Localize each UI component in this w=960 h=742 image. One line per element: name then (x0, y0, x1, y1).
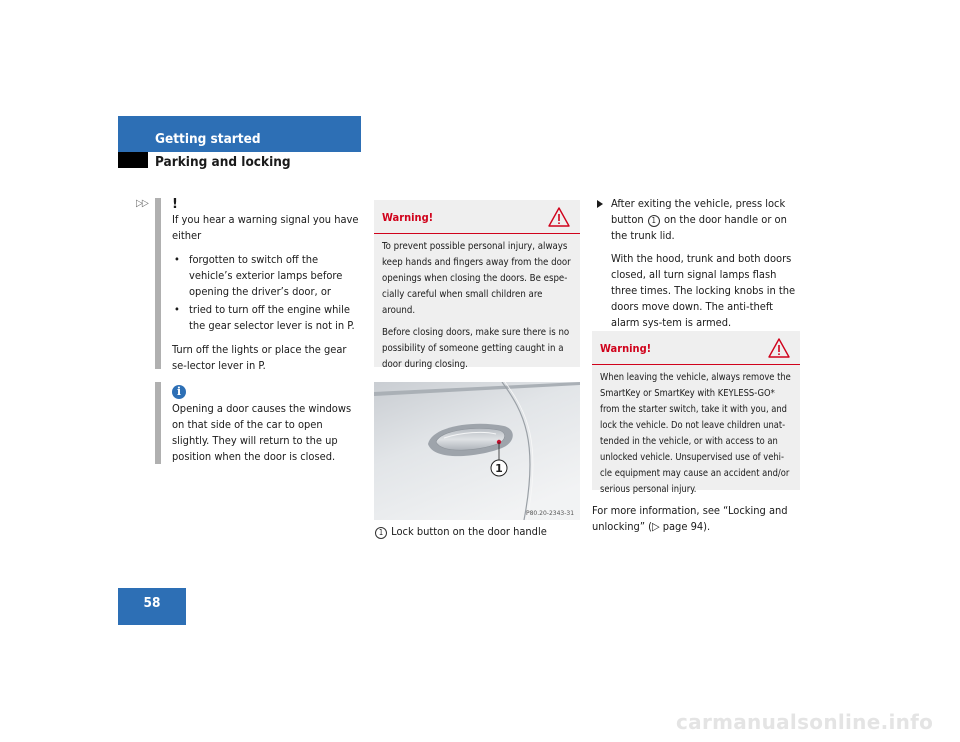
step-arrow-icon (597, 200, 603, 208)
warning-note (172, 198, 362, 382)
warning-note-outro: Turn off the lights or place the gear se-lector lever in P. (172, 343, 347, 372)
figure-callout: 1 (495, 462, 503, 475)
more-info-text: For more information, see “Locking and unlocking” (▷ page 94). (592, 504, 788, 533)
warning-paragraph: To prevent possible personal injury, always keep hands and fingers away from the door openings when closing the doors. Be espe-cially careful when small children are around. (382, 241, 571, 316)
subsection-marker (118, 152, 148, 168)
caption-number: 1 (375, 527, 387, 539)
list-item: • forgotten to switch off the vehicle’s exterior lamps before opening the driver’s door, or (172, 252, 362, 300)
step-text: on the door handle or on the trunk lid. (611, 213, 787, 242)
warning-header (374, 200, 580, 234)
warning-box-doors (374, 200, 580, 370)
warning-header (592, 331, 800, 365)
warning-note-list (172, 252, 362, 334)
warning-box-keys (592, 331, 800, 495)
instruction-step (597, 196, 803, 244)
note-bar-warning (155, 198, 161, 369)
warning-body (592, 365, 800, 498)
warning-body (374, 234, 580, 373)
page-number: 58 (118, 588, 186, 625)
subsection-title: Parking and locking (155, 154, 291, 170)
warning-title: Warning! (382, 211, 434, 224)
door-handle-figure (374, 382, 580, 520)
exclamation-icon: ! (172, 197, 178, 212)
warning-triangle-icon (548, 206, 570, 228)
section-title: Getting started (155, 131, 261, 147)
list-item: • tried to turn off the engine while the gear selector lever is not in P. (172, 302, 362, 334)
step-text: After exiting the vehicle, press lock button (611, 197, 786, 226)
warning-note-intro: If you hear a warning signal you have either (172, 213, 359, 242)
figure-code: P80.20-2343-31 (526, 510, 575, 517)
step-result: With the hood, trunk and both doors closed, all turn signal lamps flash three times. The locking knobs in the doors move down. The anti-theft alarm sys-tem is armed. (611, 252, 796, 329)
info-note-text: Opening a door causes the windows on that side of the car to open slightly. They will return to the up position when the door is closed. (172, 402, 352, 463)
figure-caption (374, 524, 580, 540)
door-handle-illustration (374, 382, 580, 520)
note-bar-info (155, 382, 161, 464)
warning-title: Warning! (600, 342, 652, 355)
watermark: carmanualsonline.info (676, 710, 934, 734)
caption-text: Lock button on the door handle (391, 525, 547, 538)
info-icon: i (172, 385, 186, 399)
warning-paragraph: Before closing doors, make sure there is no possibility of someone getting caught in a door during closing. (382, 327, 570, 370)
continued-marker: ▷▷ (136, 198, 148, 209)
step-number: 1 (648, 215, 660, 227)
more-info (592, 503, 802, 542)
warning-triangle-icon (768, 337, 790, 359)
warning-paragraph: When leaving the vehicle, always remove the SmartKey or SmartKey with KEYLESS-GO* from the starter switch, take it with you, and lock the vehicle. Do not leave children unat-tended in the vehicle, or with access to an unlocked vehicle. Unsupervised use of vehi-cle equipment may cause an accident and/or serious personal injury. (600, 372, 791, 495)
info-note (172, 385, 362, 473)
instruction-column (597, 196, 803, 338)
